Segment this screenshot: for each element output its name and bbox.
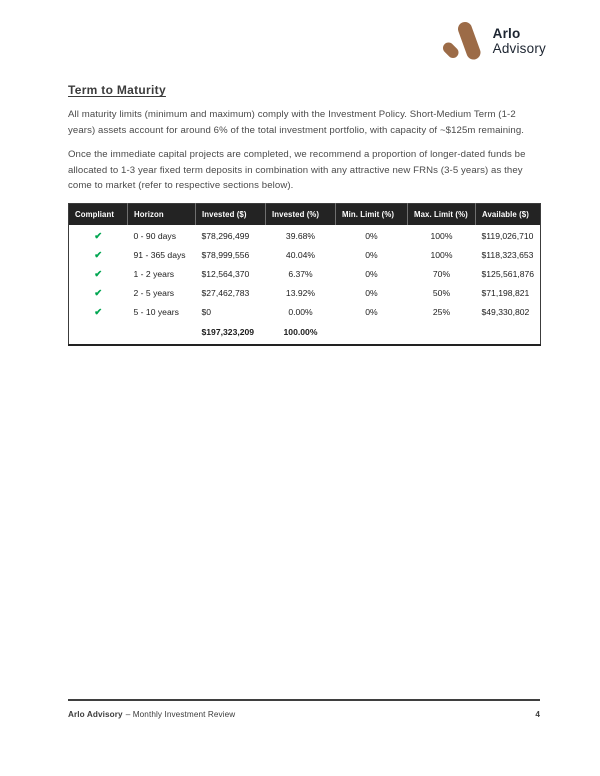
- cell-invested-usd: $0: [201, 307, 212, 318]
- page-footer: [68, 699, 540, 719]
- cell-min-limit: 0%: [365, 307, 378, 318]
- brand-name-bottom: Advisory: [492, 41, 546, 56]
- body-paragraph-2: Once the immediate capital projects are completed, we recommend a proportion of longer-dated funds be allocated to 1-3 year fixed term deposits in combination with any attractive new FRNs (3-5 years) as they come to market (refer to respective sections below).: [68, 149, 526, 192]
- brand-name-top: Arlo: [492, 26, 521, 41]
- cell-invested-usd: $78,296,499: [201, 231, 250, 242]
- cell-compliant: [69, 246, 128, 265]
- page-content: [68, 83, 540, 346]
- footer-brand: Arlo Advisory: [68, 710, 123, 719]
- arlo-logo-mark-icon: [440, 21, 484, 61]
- cell-invested-pct: 6.37%: [288, 269, 313, 280]
- term-to-maturity-table: [68, 203, 541, 346]
- column-header-horizon: Horizon: [128, 203, 196, 225]
- cell-max-limit: 25%: [432, 307, 451, 318]
- cell-available: $125,561,876: [481, 269, 535, 280]
- cell-available: $119,026,710: [481, 231, 534, 242]
- cell-min-limit: 0%: [365, 269, 378, 280]
- cell-invested-pct: 40.04%: [285, 250, 316, 261]
- cell-compliant: [69, 303, 128, 322]
- table-total-row: [69, 322, 541, 345]
- compliant-check-icon: ✔: [94, 306, 103, 318]
- cell-compliant: [69, 265, 128, 284]
- cell-min-limit: [336, 322, 408, 345]
- column-header-compliant: Compliant: [69, 203, 128, 225]
- cell-invested-pct: 0.00%: [288, 307, 313, 318]
- cell-min-limit: 0%: [365, 288, 378, 299]
- cell-compliant: [69, 225, 128, 246]
- cell-max-limit: [408, 322, 476, 345]
- table-row: [69, 265, 541, 284]
- cell-horizon: 91 - 365 days: [133, 250, 186, 261]
- column-header-available: Available ($): [476, 203, 541, 225]
- column-header-max-limit: Max. Limit (%): [408, 203, 476, 225]
- cell-horizon: 0 - 90 days: [133, 231, 177, 242]
- compliant-check-icon: ✔: [94, 249, 103, 261]
- cell-horizon: 1 - 2 years: [133, 269, 175, 280]
- cell-horizon: [128, 322, 196, 345]
- footer-document-title: [68, 710, 235, 719]
- brand-logo: [440, 21, 546, 61]
- cell-invested-usd: $78,999,556: [201, 250, 250, 261]
- cell-max-limit: 50%: [432, 288, 451, 299]
- cell-invested-pct-total: 100.00%: [283, 326, 318, 337]
- section-heading: Term to Maturity: [68, 83, 166, 97]
- cell-horizon: 2 - 5 years: [133, 288, 175, 299]
- table-row: [69, 225, 541, 246]
- compliant-check-icon: ✔: [94, 268, 103, 280]
- cell-compliant: [69, 322, 128, 345]
- brand-name: [493, 26, 546, 56]
- cell-min-limit: 0%: [365, 231, 378, 242]
- compliant-check-icon: ✔: [94, 230, 103, 242]
- cell-compliant: [69, 284, 128, 303]
- cell-horizon: 5 - 10 years: [133, 307, 179, 318]
- column-header-invested-usd: Invested ($): [196, 203, 266, 225]
- cell-available: $118,323,653: [481, 250, 534, 261]
- cell-max-limit: 100%: [430, 250, 453, 261]
- footer-report-name: – Monthly Investment Review: [125, 710, 236, 719]
- page-number: 4: [535, 710, 540, 719]
- column-header-min-limit: Min. Limit (%): [336, 203, 408, 225]
- cell-max-limit: 100%: [430, 231, 453, 242]
- column-header-invested-pct: Invested (%): [266, 203, 336, 225]
- compliant-check-icon: ✔: [94, 287, 103, 299]
- table-row: [69, 246, 541, 265]
- body-paragraph-1: All maturity limits (minimum and maximum) comply with the Investment Policy. Short-Medium Term (1-2 years) assets account for around 6% of the total investment portfolio, with capacity of ~$125m remaining.: [68, 109, 525, 136]
- cell-invested-usd: $27,462,783: [201, 288, 250, 299]
- cell-available: [476, 322, 541, 345]
- cell-max-limit: 70%: [432, 269, 451, 280]
- table-row: [69, 284, 541, 303]
- cell-invested-pct: 39.68%: [285, 231, 316, 242]
- cell-invested-pct: 13.92%: [285, 288, 316, 299]
- cell-available: $49,330,802: [481, 307, 530, 318]
- table-row: [69, 303, 541, 322]
- table-header-row: [69, 203, 541, 225]
- cell-available: $71,198,821: [481, 288, 530, 299]
- cell-invested-usd-total: $197,323,209: [201, 326, 255, 337]
- cell-min-limit: 0%: [365, 250, 378, 261]
- cell-invested-usd: $12,564,370: [201, 269, 250, 280]
